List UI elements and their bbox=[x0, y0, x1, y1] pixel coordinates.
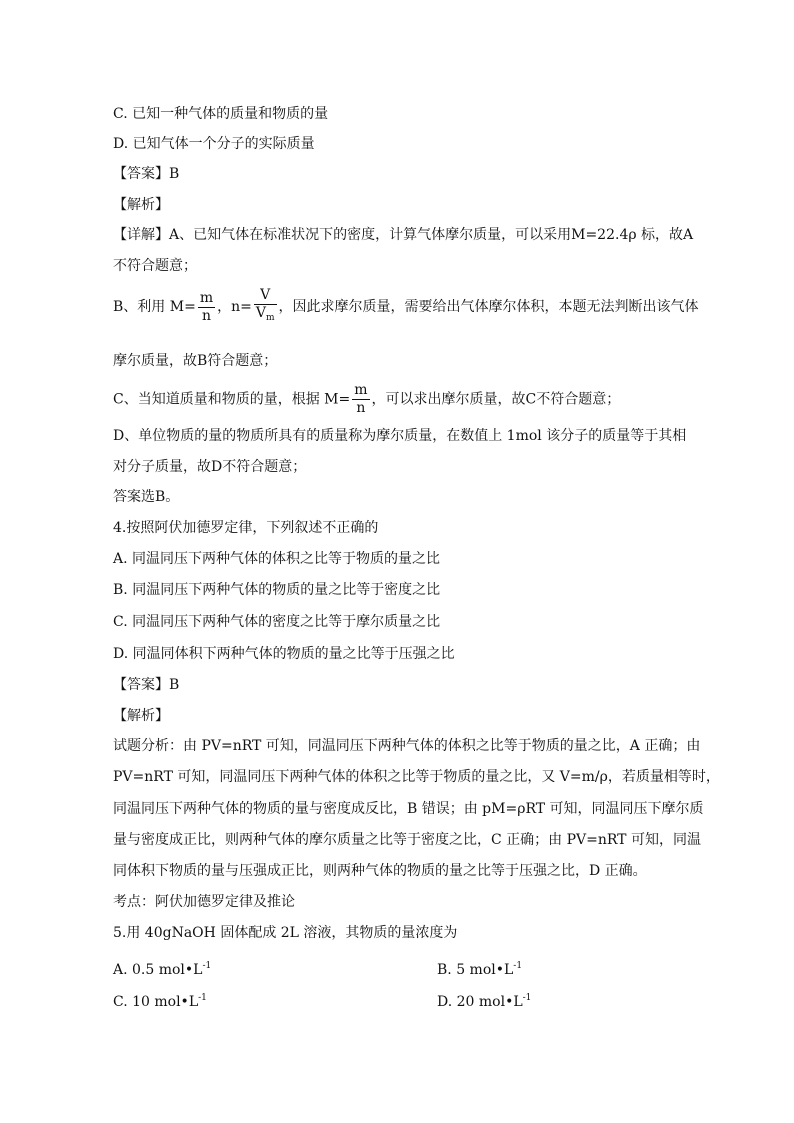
q3-detail-b-prefix: B、利用 M= bbox=[113, 299, 196, 315]
q3-detail-d-line1: D、单位物质的量的物质所具有的质量称为摩尔质量，在数值上 1mol 该分子的质量等于其相 bbox=[113, 428, 687, 444]
q4-option-b: B. 同温同压下两种气体的物质的量之比等于密度之比 bbox=[113, 582, 441, 598]
q4-option-d: D. 同温同体积下两种气体的物质的量之比等于压强之比 bbox=[113, 646, 455, 662]
q4-explanation-line5: 同体积下物质的量与压强成正比，则两种气体的物质的量之比等于压强之比，D 正确。 bbox=[113, 863, 647, 879]
q4-stem: 4.按照阿伏加德罗定律，下列叙述不正确的 bbox=[113, 520, 379, 536]
q3-detail-b-line1 bbox=[113, 287, 699, 327]
q3-detail-d-line2: 对分子质量，故D不符合题意； bbox=[113, 459, 307, 475]
fraction-m-over-n: $\frac{m}{n}$ bbox=[199, 289, 214, 324]
q3-answer: 【答案】B bbox=[113, 166, 180, 182]
q5-option-c: C. 10 $mol•L^{-1}$ bbox=[113, 993, 207, 1010]
fraction-m-over-n-c: $\frac{m}{n}$ bbox=[354, 382, 368, 416]
q4-explanation-line2: PV=nRT 可知，同温同压下两种气体的体积之比等于物质的量之比，又 V=m/ρ，若质量相等时， bbox=[113, 769, 720, 785]
q4-explanation-line1: 试题分析：由 PV=nRT 可知，同温同压下两种气体的体积之比等于物质的量之比，A 正确；由 bbox=[113, 738, 701, 754]
q3-option-c: C. 已知一种气体的质量和物质的量 bbox=[113, 106, 329, 122]
q3-detail-a-line1: 【详解】A、已知气体在标准状况下的密度，计算气体摩尔质量，可以采用M=22.4ρ 标，故A bbox=[113, 227, 694, 243]
q3-detail-b-suffix: ，因此求摩尔质量，需要给出气体摩尔体积，本题无法判断出该气体 bbox=[278, 299, 699, 315]
fraction-v-over-vm: $\frac{V}{V_m}$ bbox=[255, 287, 275, 323]
q3-detail-a-line2: 不符合题意； bbox=[113, 258, 197, 274]
q3-detail-b-mid: ，n= bbox=[217, 299, 252, 315]
q4-explanation-line3: 同温同压下两种气体的物质的量与密度成反比，B 错误；由 pM=ρRT 可知，同温同压下摩尔质 bbox=[113, 801, 704, 817]
q5-option-a: A. 0.5 $mol•L^{-1}$ bbox=[113, 961, 212, 978]
q3-detail-b-line2: 摩尔质量，故B符合题意； bbox=[113, 353, 278, 369]
q4-option-a: A. 同温同压下两种气体的体积之比等于物质的量之比 bbox=[113, 551, 441, 567]
q3-option-d: D. 已知气体一个分子的实际质量 bbox=[113, 136, 315, 152]
q4-option-c: C. 同温同压下两种气体的密度之比等于摩尔质量之比 bbox=[113, 614, 441, 630]
q4-explanation-line4: 量与密度成正比，则两种气体的摩尔质量之比等于密度之比，C 正确；由 PV=nRT 可知，同温 bbox=[113, 832, 701, 848]
q4-analysis-heading: 【解析】 bbox=[113, 708, 169, 724]
q3-analysis-heading: 【解析】 bbox=[113, 197, 169, 213]
q3-choice: 答案选B。 bbox=[113, 489, 180, 505]
q3-detail-c: C、当知道质量和物质的量，根据 M= $\frac{m}{n}$ ，可以求出摩尔质量，故C不符合题意； bbox=[113, 382, 621, 416]
q5-option-b: B. 5 $mol•L^{-1}$ bbox=[437, 961, 523, 978]
q5-stem: 5.用 40gNaOH 固体配成 2L 溶液，其物质的量浓度为 bbox=[113, 925, 458, 941]
q5-option-d: D. 20 $mol•L^{-1}$ bbox=[437, 993, 532, 1010]
q4-exam-point: 考点：阿伏加德罗定律及推论 bbox=[113, 894, 295, 910]
q4-answer: 【答案】B bbox=[113, 677, 180, 693]
